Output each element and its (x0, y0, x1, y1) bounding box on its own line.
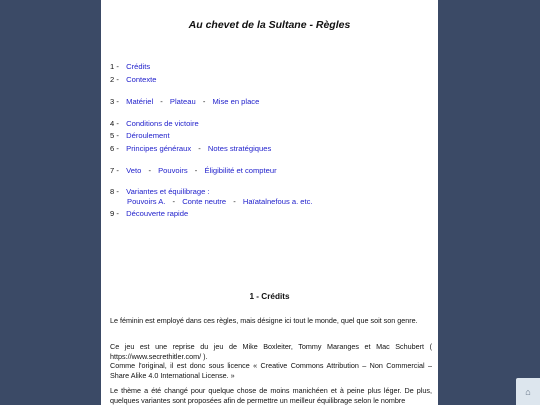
toc-link-deroulement[interactable]: Déroulement (126, 131, 170, 140)
scroll-top-button[interactable] (516, 378, 540, 405)
toc-link-conditions-victoire[interactable]: Conditions de victoire (126, 119, 199, 128)
toc-link-haiatalnefous[interactable]: Haïatalnefous a. etc. (242, 197, 313, 206)
toc-link-pouvoirs[interactable]: Pouvoirs (158, 166, 188, 175)
toc-link-plateau[interactable]: Plateau (169, 97, 196, 106)
section-title-credits: 1 - Crédits (249, 292, 290, 301)
toc-link-decouverte-rapide[interactable]: Découverte rapide (126, 209, 189, 218)
document-page (101, 0, 438, 405)
toc-item-variantes: 8 - Variantes et équilibrage : (110, 187, 210, 196)
toc-subitems-variantes: Pouvoirs A. - Conte neutre - Haïatalnefous a. etc. (127, 197, 313, 206)
toc-link-principes-generaux[interactable]: Principes généraux (126, 144, 192, 153)
toc-item-decouverte: 9 - Découverte rapide (110, 209, 189, 218)
toc-link-materiel[interactable]: Matériel (126, 97, 154, 106)
scroll-top-icon: ⌂ (525, 386, 531, 397)
toc-link-notes-strategiques[interactable]: Notes stratégiques (207, 144, 272, 153)
toc-link-variantes[interactable]: Variantes et équilibrage : (126, 187, 210, 196)
page-title: Au chevet de la Sultane - Règles (188, 19, 351, 31)
toc-item-victoire: 4 - Conditions de victoire (110, 119, 199, 128)
toc-link-veto[interactable]: Veto (126, 166, 142, 175)
toc-link-credits[interactable]: Crédits (126, 62, 151, 71)
paragraph-reprise: Ce jeu est une reprise du jeu de Mike Boxleiter, Tommy Maranges et Mac Schubert ( https://www.secrethitler.com/ ). Comme l'original, il est donc sous licence « Creative Commons Attribution – Non Commercial – Share Alike 4.0 International License. » (110, 342, 432, 380)
toc-link-conte-neutre[interactable]: Conte neutre (182, 197, 227, 206)
toc-link-contexte[interactable]: Contexte (126, 75, 157, 84)
paragraph-feminin: Le féminin est employé dans ces règles, mais désigne ici tout le monde, quel que soit son genre. (110, 316, 418, 325)
toc-link-eligibilite[interactable]: Éligibilité et compteur (204, 166, 277, 175)
toc-link-mise-en-place[interactable]: Mise en place (212, 97, 260, 106)
toc-item-contexte: 2 - Contexte (110, 75, 157, 84)
toc-item-materiel: 3 - Matériel - Plateau - Mise en place (110, 97, 260, 106)
toc-item-deroulement: 5 - Déroulement (110, 131, 170, 140)
toc-item-principes: 6 - Principes généraux - Notes stratégiques (110, 144, 272, 153)
toc-item-credits: 1 - Crédits (110, 62, 151, 71)
toc-link-pouvoirs-a[interactable]: Pouvoirs A. (127, 197, 166, 206)
paragraph-theme: Le thème a été changé pour quelque chose de moins manichéen et à peine plus léger. De plus, quelques variantes sont proposées afin de permettre un meilleur équilibrage selon le nombre (110, 386, 432, 405)
toc-item-veto: 7 - Veto - Pouvoirs - Éligibilité et compteur (110, 166, 277, 175)
